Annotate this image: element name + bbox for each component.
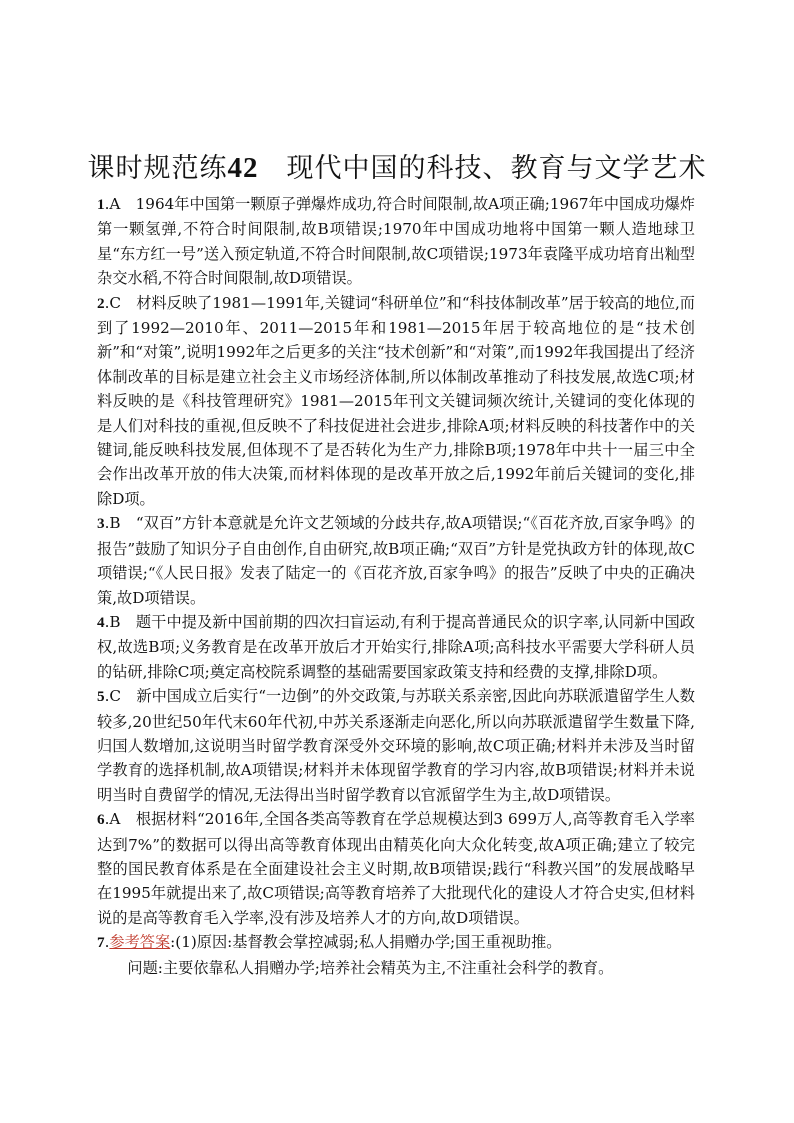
question-explanation: 新中国成立后实行“一边倒”的外交政策,与苏联关系亲密,因此向苏联派遣留学生人数较多,20世纪50年代末60年代初,中苏关系逐渐走向恶化,所以向苏联派遣留学生数量下降,归国人数增加,这说明当时留学教育深受外交环境的影响,故C项正确;材料并未涉及当时留学教育的选择机制,故A项错误;材料并未体现留学教育的学习内容,故B项错误;材料并未说明当时自费留学的情况,无法得出当时留学教育以官派留学生为主,故D项错误。 <box>97 687 695 804</box>
question-explanation: 根据材料“2016年,全国各类高等教育在学总规模达到3 699万人,高等教育毛入学率达到7%”的数据可以得出高等教育体现出由精英化向大众化转变,故A项正确;建立了较完整的国民教育体系是在全面建设社会主义时期,故B项错误;践行“科教兴国”的发展战略早在1995年就提出来了,故C项错误;高等教育培养了大批现代化的建设人才符合史实,但材料说的是高等教育毛入学率,没有涉及培养人才的方向,故D项错误。 <box>97 810 695 927</box>
question-number: 4 <box>97 613 105 631</box>
question-5 <box>97 684 695 807</box>
title-topic: 现代中国的科技、教育与文学艺术 <box>286 153 707 184</box>
question-dot: . <box>104 933 110 952</box>
title-spacer <box>259 153 287 184</box>
question-4 <box>97 610 695 684</box>
answer-line-2: 问题:主要依靠私人捐赠办学;培养社会精英为主,不注重社会科学的教育。 <box>127 958 614 977</box>
page-title <box>0 146 794 185</box>
question-answer: .C <box>104 293 122 312</box>
question-explanation: 1964年中国第一颗原子弹爆炸成功,符合时间限制,故A项正确;1967年中国成功爆炸第一颗氢弹,不符合时间限制,故B项错误;1970年中国成功地将中国第一颗人造地球卫星“东方红一号”送入预定轨道,不符合时间限制,故C项错误;1973年袁隆平成功培育出籼型杂交水稻,不符合时间限制,故D项错误。 <box>97 195 695 288</box>
question-answer: .A <box>104 810 121 829</box>
question-6 <box>97 807 695 930</box>
title-prefix: 课时规范练 <box>87 153 228 184</box>
question-number: 7 <box>97 934 105 952</box>
answer-line-1: :(1)原因:基督教会掌控减弱;私人捐赠办学;国王重视助推。 <box>170 933 562 952</box>
question-answer: .B <box>104 514 121 533</box>
question-explanation: 题干中提及新中国前期的四次扫盲运动,有利于提高普通民众的识字率,认同新中国政权,故选B项;义务教育是在改革开放后才开始实行,排除A项;高科技水平需要大学科研人员的钻研,排除C项;奠定高校院系调整的基础需要国家政策支持和经费的支撑,排除D项。 <box>97 612 695 681</box>
question-explanation: “双百”方针本意就是允许文艺领域的分歧共存,故A项错误;“《百花齐放,百家争鸣》的报告”鼓励了知识分子自由创作,自由研究,故B项正确;“双百”方针是党执政方针的体现,故C项错误;“《人民日报》发表了陆定一的《百花齐放,百家争鸣》的报告”反映了中央的正确决策,故D项错误。 <box>97 514 695 607</box>
question-number: 1 <box>97 196 105 213</box>
question-answer: .C <box>104 687 122 706</box>
question-answer: .B <box>104 612 121 631</box>
question-7 <box>97 930 695 955</box>
answer-body <box>97 192 695 980</box>
title-number: 42 <box>227 152 259 184</box>
question-3 <box>97 511 695 610</box>
question-number: 5 <box>97 688 105 706</box>
question-2 <box>97 291 695 512</box>
question-number: 3 <box>97 515 105 533</box>
question-explanation: 材料反映了1981—1991年,关键词“科研单位”和“科技体制改革”居于较高的地位,而到了1992—2010年、2011—2015年和1981—2015年居于较高地位的是“技术创新”和“对策”,说明1992年之后更多的关注“技术创新”和“对策”,而1992年我国提出了经济体制改革的目标是建立社会主义市场经济体制,所以体制改革推动了科技发展,故选C项;材料反映的是《科技管理研究》1981—2015年刊文关键词频次统计,关键词的变化体现的是人们对科技的重视,但反映不了科技促进社会进步,排除A项;材料反映的科技著作中的关键词,能反映科技发展,但体现不了是否转化为生产力,排除B项;1978年中共十一届三中全会作出改革开放的伟大决策,而材料体现的是改革开放之后,1992年前后关键词的变化,排除D项。 <box>97 293 695 508</box>
question-answer: .A <box>104 195 121 213</box>
question-number: 6 <box>97 811 105 829</box>
question-1 <box>97 192 695 291</box>
reference-answer-label: 参考答案 <box>109 933 171 952</box>
question-number: 2 <box>97 294 105 312</box>
